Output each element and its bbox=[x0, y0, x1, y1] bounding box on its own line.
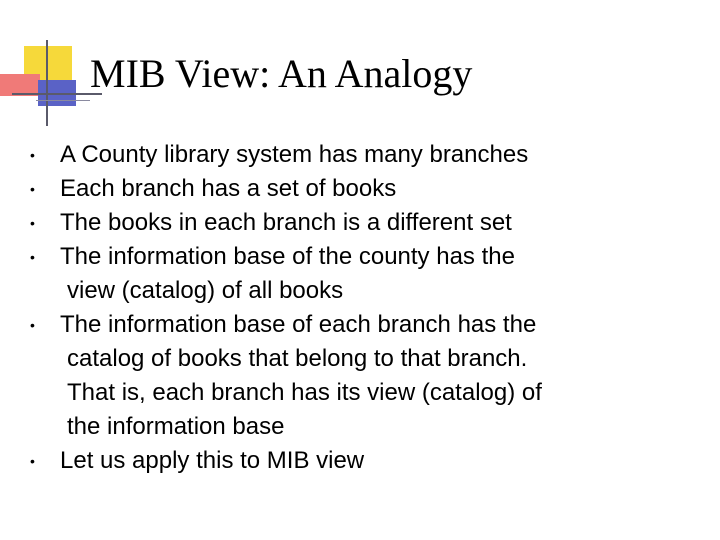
bullet-item bbox=[0, 308, 542, 444]
bullet-dot: • bbox=[30, 147, 35, 163]
bullet-dot: • bbox=[30, 215, 35, 231]
bullet-item bbox=[0, 240, 542, 308]
bullet-line: A County library system has many branches bbox=[60, 141, 529, 168]
bullet-line: The information base of the county has the bbox=[60, 243, 515, 270]
bullet-line: Each branch has a set of books bbox=[60, 175, 397, 202]
bullet-text bbox=[60, 206, 542, 240]
bullet-line: catalog of books that belong to that branch. bbox=[67, 345, 528, 372]
bullet-line: The information base of each branch has the bbox=[60, 311, 537, 338]
bullet-item bbox=[0, 206, 542, 240]
bullet-item bbox=[0, 172, 542, 206]
logo-horizontal-line bbox=[12, 93, 102, 95]
bullet-item bbox=[0, 138, 542, 172]
bullet-line: the information base bbox=[67, 413, 285, 440]
bullet-text bbox=[60, 240, 542, 308]
slide-title: MIB View: An Analogy bbox=[90, 51, 473, 96]
bullet-list bbox=[0, 138, 542, 478]
bullet-text bbox=[60, 444, 542, 478]
bullet-item bbox=[0, 444, 542, 478]
bullet-text bbox=[60, 308, 542, 444]
bullet-dot: • bbox=[30, 453, 35, 469]
logo-horizontal-line-2 bbox=[36, 100, 90, 101]
bullet-line: The books in each branch is a different set bbox=[60, 209, 512, 236]
bullet-text bbox=[60, 172, 542, 206]
bullet-line: That is, each branch has its view (catalog) of bbox=[67, 379, 542, 406]
bullet-line: view (catalog) of all books bbox=[67, 277, 344, 304]
bullet-text bbox=[60, 138, 542, 172]
bullet-dot: • bbox=[30, 181, 35, 197]
bullet-line: Let us apply this to MIB view bbox=[60, 447, 365, 474]
bullet-dot: • bbox=[30, 317, 35, 333]
logo-vertical-line bbox=[46, 40, 48, 126]
bullet-dot: • bbox=[30, 249, 35, 265]
